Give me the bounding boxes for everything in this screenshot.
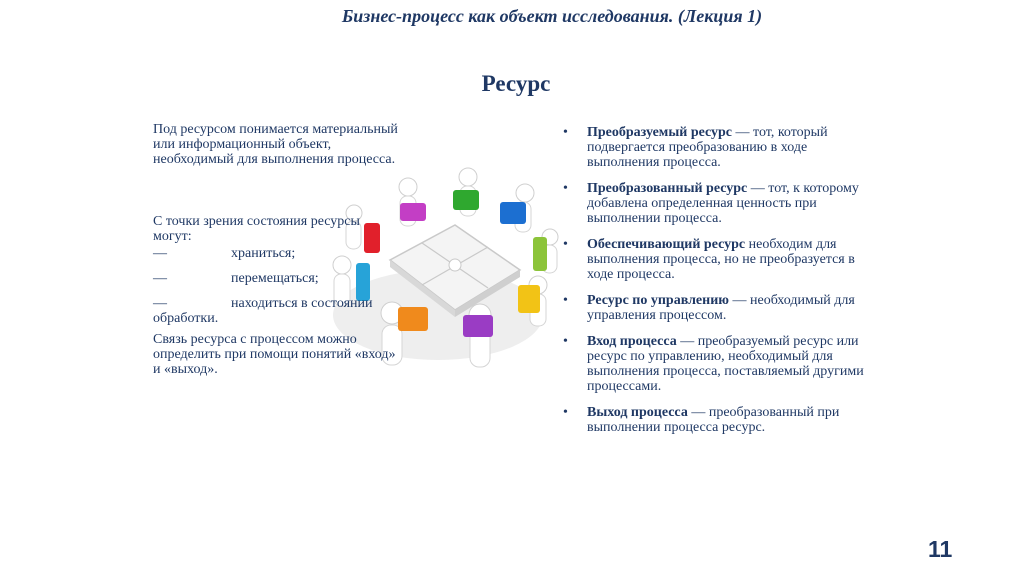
bullet: • — [563, 293, 568, 308]
resource-term: Обеспечивающий ресурс — [587, 237, 746, 252]
resource-description: — преобразованный при выполнении процесса ресурс. — [587, 405, 840, 435]
resource-process-link: Связь ресурса с процессом можно определить при помощи понятий «вход» и «выход». — [153, 332, 396, 377]
resource-term: Преобразуемый ресурс — [587, 125, 733, 140]
resource-type-item — [563, 237, 883, 282]
figure-blue — [500, 184, 534, 232]
state-item-store — [153, 246, 398, 261]
resource-type-item — [563, 405, 883, 435]
bullet: • — [563, 125, 568, 140]
state-item-process — [153, 296, 398, 311]
bullet: • — [563, 405, 568, 420]
page-number: 11 — [928, 536, 953, 562]
dash: — — [153, 296, 167, 311]
dash: — — [153, 271, 167, 286]
resource-type-item — [563, 181, 883, 226]
left-text-block — [153, 122, 398, 377]
bullet: • — [563, 181, 568, 196]
slide-title: Ресурс — [481, 71, 551, 96]
resource-term: Вход процесса — [587, 334, 677, 349]
resource-states-intro: С точки зрения состояния ресурсы могут: — [153, 214, 360, 244]
resource-description: — необходимый для управления процессом. — [587, 293, 855, 323]
resource-description: — тот, который подвергается преобразованию в ходе выполнения процесса. — [587, 125, 828, 170]
lecture-header: Бизнес-процесс как объект исследования. (Лекция 1) — [341, 6, 763, 26]
resource-definition: Под ресурсом понимается материальный или информационный объект, необходимый для выполнения процесса. — [153, 122, 398, 167]
dash: — — [153, 246, 167, 261]
resource-description: необходим для выполнения процесса, но не преобразуется в ходе процесса. — [587, 237, 855, 282]
bullet: • — [563, 334, 568, 349]
resource-description: — преобразуемый ресурс или ресурс по управлению, необходимый для выполнения процесса, поставляемый другими процессами. — [587, 334, 864, 394]
figure-magenta — [399, 178, 426, 226]
resource-term: Преобразованный ресурс — [587, 181, 748, 196]
state-item-process-tail: обработки. — [153, 311, 219, 326]
resource-term: Выход процесса — [587, 405, 688, 420]
resource-type-item — [563, 334, 883, 394]
resource-type-item — [563, 125, 883, 170]
state-item-move — [153, 271, 398, 286]
state-text: находиться в состоянии — [231, 296, 373, 311]
resource-types-list — [563, 125, 883, 446]
resource-type-item — [563, 293, 883, 323]
state-text: храниться; — [231, 246, 296, 261]
bullet: • — [563, 237, 568, 252]
resource-term: Ресурс по управлению — [587, 293, 729, 308]
figure-lime — [533, 229, 558, 273]
state-text: перемещаться; — [231, 271, 319, 286]
resource-description: — тот, к которому добавлена определенная ценность при выполнении процесса. — [587, 181, 859, 226]
figure-green — [453, 168, 479, 216]
